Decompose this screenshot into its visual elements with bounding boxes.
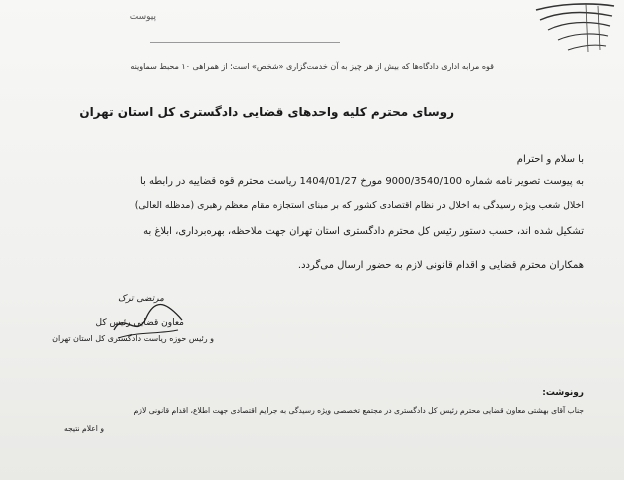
body-line-1: به پیوست تصویر نامه شماره 9000/3540/100 مورخ 1404/01/27 ریاست محترم قوه قضاییه در رابطه با: [139, 176, 584, 187]
attachment-label: پیوست: [129, 12, 156, 22]
signer-handwritten-name: مرتضی ترک: [118, 294, 164, 304]
logo-emblem-icon: [528, 0, 618, 56]
addressee-line: روسای محترم کلیه واحدهای قضایی دادگستری کل استان تهران: [79, 105, 454, 119]
body-line-3: تشکیل شده اند، حسب دستور رئیس کل محترم دادگستری استان تهران جهت ملاحظه، بهره‌برداری، ابلاغ به: [143, 226, 584, 237]
copy-heading: رونوشت:: [542, 388, 584, 398]
copy-line-1: جناب آقای بهشتی معاون قضایی محترم رئیس کل دادگستری در مجتمع تخصصی ویژه رسیدگی به جرایم اقتصادی جهت اطلاع، اقدام قانونی لازم: [133, 406, 584, 415]
signer-title: معاون قضایی رئیس کل: [95, 318, 184, 328]
body-line-2: اخلال شعب ویژه رسیدگی به اخلال در نظام اقتصادی کشور که بر مبنای استجازه مقام معظم رهبری (مدظله العالی): [134, 200, 584, 211]
copy-line-2: و اعلام نتیجه: [63, 424, 104, 433]
signer-department: و رئیس حوزه ریاست دادگستری کل استان تهران: [52, 334, 214, 343]
body-line-4: همکاران محترم قضایی و اقدام قانونی لازم به حضور ارسال می‌گردد.: [297, 260, 584, 271]
top-line: [150, 42, 340, 43]
judiciary-logo: [528, 0, 618, 56]
header-note: قوه‌ مرابه اداری دادگاه‌ها که بیش از هر چیز به آن خدمت‌گزاری «شخص» است؛ از همراهی ۱۰ محبط سماوینه: [130, 62, 494, 71]
greeting-line: با سلام و احترام: [516, 154, 584, 165]
